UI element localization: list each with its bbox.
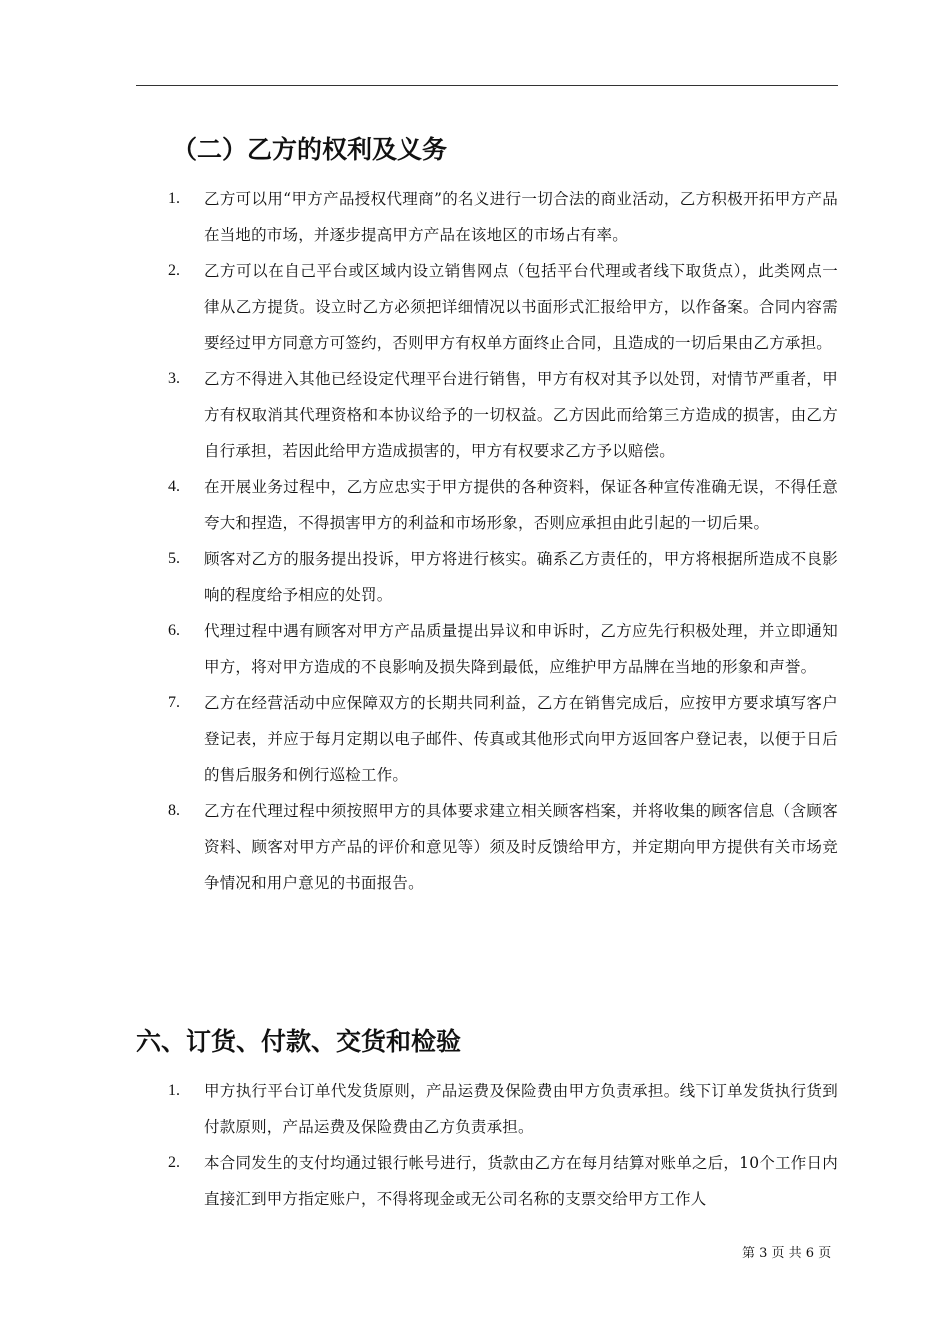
item-text: 顾客对乙方的服务提出投诉，甲方将进行核实。确系乙方责任的，甲方将根据所造成不良影响的程度给予相应的处罚。	[204, 550, 838, 604]
section-title: 六、订货、付款、交货和检验	[136, 1027, 462, 1056]
list-item	[0, 361, 950, 469]
list-item	[0, 469, 950, 541]
list-item	[0, 1073, 950, 1145]
item-number: 2.	[168, 1154, 180, 1171]
item-number: 2.	[168, 262, 180, 279]
item-number: 5.	[168, 550, 180, 567]
list-item	[0, 253, 950, 361]
list-item	[0, 613, 950, 685]
item-number: 3.	[168, 370, 180, 387]
header-rule	[136, 85, 838, 86]
item-text: 乙方在经营活动中应保障双方的长期共同利益，乙方在销售完成后，应按甲方要求填写客户登记表，并应于每月定期以电子邮件、传真或其他形式向甲方返回客户登记表，以便于日后的售后服务和例行巡检工作。	[204, 694, 838, 784]
item-text: 在开展业务过程中，乙方应忠实于甲方提供的各种资料，保证各种宣传准确无误，不得任意夸大和捏造，不得损害甲方的利益和市场形象，否则应承担由此引起的一切后果。	[204, 478, 838, 532]
item-number: 1.	[168, 190, 180, 207]
page-footer: 第 3 页 共 6 页	[742, 1246, 832, 1261]
ordering-list	[0, 1073, 950, 1217]
item-number: 7.	[168, 694, 180, 711]
item-text: 本合同发生的支付均通过银行帐号进行，货款由乙方在每月结算对账单之后，10个工作日内直接汇到甲方指定账户，不得将现金或无公司名称的支票交给甲方工作人	[204, 1154, 838, 1208]
item-text: 甲方执行平台订单代发货原则，产品运费及保险费由甲方负责承担。线下订单发货执行货到付款原则，产品运费及保险费由乙方负责承担。	[204, 1082, 838, 1136]
list-item	[0, 541, 950, 613]
item-text: 乙方可以用“甲方产品授权代理商”的名义进行一切合法的商业活动，乙方积极开拓甲方产品在当地的市场，并逐步提高甲方产品在该地区的市场占有率。	[204, 190, 838, 244]
item-text: 乙方不得进入其他已经设定代理平台进行销售，甲方有权对其予以处罚，对情节严重者，甲方有权取消其代理资格和本协议给予的一切权益。乙方因此而给第三方造成的损害，由乙方自行承担，若因此给甲方造成损害的，甲方有权要求乙方予以赔偿。	[204, 370, 838, 460]
item-number: 4.	[168, 478, 180, 495]
item-number: 6.	[168, 622, 180, 639]
item-text: 乙方在代理过程中须按照甲方的具体要求建立相关顾客档案，并将收集的顾客信息（含顾客资料、顾客对甲方产品的评价和意见等）须及时反馈给甲方，并定期向甲方提供有关市场竞争情况和用户意见的书面报告。	[204, 802, 838, 892]
list-item	[0, 181, 950, 253]
item-number: 1.	[168, 1082, 180, 1099]
list-item	[0, 1145, 950, 1217]
list-item	[0, 793, 950, 901]
list-item	[0, 685, 950, 793]
item-text: 乙方可以在自己平台或区域内设立销售网点（包括平台代理或者线下取货点），此类网点一律从乙方提货。设立时乙方必须把详细情况以书面形式汇报给甲方，以作备案。合同内容需要经过甲方同意方可签约，否则甲方有权单方面终止合同，且造成的一切后果由乙方承担。	[204, 262, 838, 352]
obligations-list	[0, 181, 950, 901]
item-number: 8.	[168, 802, 180, 819]
item-text: 代理过程中遇有顾客对甲方产品质量提出异议和申诉时，乙方应先行积极处理，并立即通知甲方，将对甲方造成的不良影响及损失降到最低，应维护甲方品牌在当地的形象和声誉。	[204, 622, 838, 676]
subsection-title: （二）乙方的权利及义务	[172, 135, 448, 164]
